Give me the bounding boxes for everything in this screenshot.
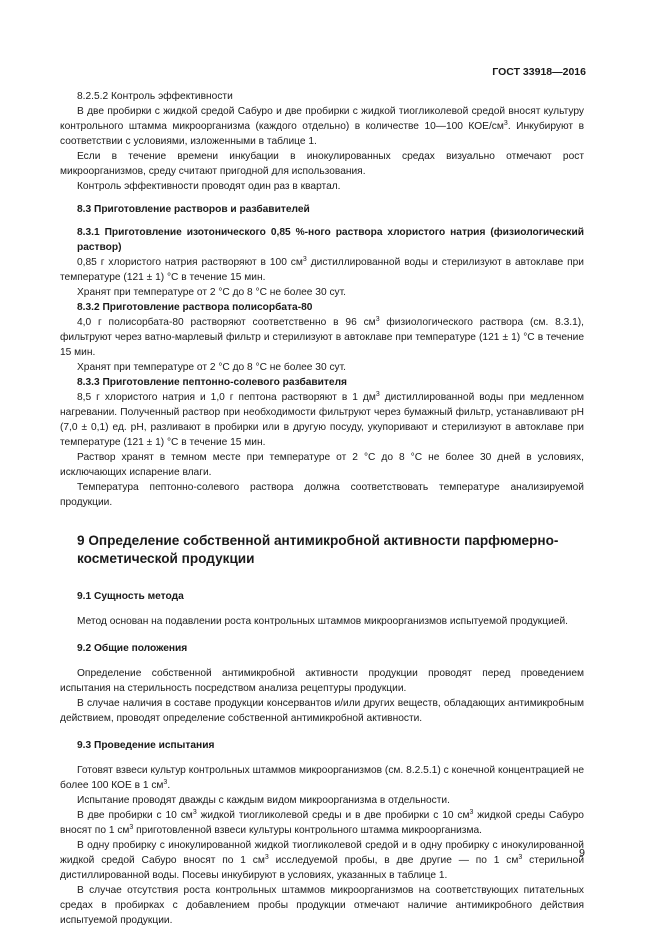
section-heading-9-3: 9.3 Проведение испытания	[77, 740, 215, 751]
paragraph: В две пробирки с жидкой средой Сабуро и две пробирки с жидкой тиогликолевой средой вносят культуру контрольного штамма микроорганизма (каждого отдельно) в количестве 10—100 КОЕ/$см^3$. Инкубируют в соответствии с условиями, изложенными в таблице 1.	[60, 106, 584, 147]
page-number: 9	[579, 847, 585, 859]
section-heading-8-3-3: 8.3.3 Приготовление пептонно-солевого разбавителя	[77, 377, 347, 388]
paragraph: 0,85 г хлористого натрия растворяют в 100 $см^3$ дистиллированной воды и стерилизуют в автоклаве при температуре (121 ± 1) °С в течение 15 мин.	[60, 256, 584, 283]
paragraph: 8,5 г хлористого натрия и 1,0 г пептона растворяют в 1 $дм^3$ дистиллированной воды при медленном нагревании. Полученный раствор при необходимости фильтруют через бумажный фильтр, устанавливают pH (7,0 ± 0,1) ед. pH, разливают в пробирки или в другую посуду, укупоривают и стерилизуют в автоклаве при температуре (121 ± 1) °С в течение 15 мин.	[60, 391, 584, 448]
paragraph: В случае наличия в составе продукции консервантов и/или других веществ, обладающих антимикробным действием, проводят определение собственной антимикробной активности.	[60, 698, 584, 724]
paragraph: В одну пробирку с инокулированной жидкой тиогликолевой средой и в одну пробирку с инокулированной жидкой средой Сабуро вносят по 1 $см^3$ исследуемой пробы, в две другие — по 1 $см^3$ стерильной дистиллированной воды. Посевы инкубируют в условиях, указанных в таблице 1.	[60, 840, 585, 881]
paragraph: Если в течение времени инкубации в инокулированных средах визуально отмечают рост микроорганизмов, среду считают пригодной для использования.	[60, 151, 584, 177]
section-heading-8-3-1: 8.3.1 Приготовление изотонического 0,85 %-ного раствора хлористого натрия (физиологический раствор)	[77, 227, 584, 253]
paragraph: Хранят при температуре от 2 °С до 8 °С не более 30 сут.	[77, 287, 347, 298]
paragraph: Раствор хранят в темном месте при температуре от 2 °С до 8 °С не более 30 дней в условиях, исключающих испарение влаги.	[60, 452, 584, 478]
paragraph: Контроль эффективности проводят один раз в квартал.	[77, 181, 341, 192]
standard-number: ГОСТ 33918—2016	[492, 66, 586, 78]
paragraph: Испытание проводят дважды с каждым видом микроорганизма в отдельности.	[77, 795, 450, 806]
section-heading-9-2: 9.2 Общие положения	[77, 643, 188, 654]
paragraph: В случае отсутствия роста контрольных штаммов микроорганизмов на соответствующих питательных средах в пробирках с добавлением пробы продукции отмечают наличие антимикробного действия испытуемой продукции.	[60, 885, 584, 926]
section-heading-8-3: 8.3 Приготовление растворов и разбавителей	[77, 204, 310, 215]
paragraph: Определение собственной антимикробной активности продукции проводят перед проведением испытания на стерильность посредством анализа рецептуры продукции.	[60, 668, 584, 694]
paragraph: Метод основан на подавлении роста контрольных штаммов микроорганизмов испытуемой продукцией.	[77, 616, 568, 627]
subsection-heading-8-2-5-2: 8.2.5.2 Контроль эффективности	[77, 91, 233, 102]
section-heading-9-1: 9.1 Сущность метода	[77, 591, 184, 602]
section-heading-8-3-2: 8.3.2 Приготовление раствора полисорбата-80	[77, 302, 313, 313]
paragraph: Температура пептонно-солевого раствора должна соответствовать температуре анализируемой продукции.	[60, 482, 584, 508]
document-body	[60, 89, 584, 928]
paragraph: 4,0 г полисорбата-80 растворяют соответственно в 96 $см^3$ физиологического раствора (см. 8.3.1), фильтруют через ватно-марлевый фильтр и стерилизуют в автоклаве при температуре (121 ± 1) °С в течение 15 мин.	[60, 316, 584, 358]
section-heading-9: 9 Определение собственной антимикробной активности парфюмерно-косметической продукции	[77, 533, 559, 566]
paragraph: В две пробирки с 10 $см^3$ жидкой тиогликолевой среды и в две пробирки с 10 $см^3$ жидкой среды Сабуро вносят по 1 $см^3$ приготовленной взвеси культуры контрольного штамма микроорганизма.	[60, 809, 584, 836]
paragraph: Готовят взвеси культур контрольных штаммов микроорганизмов (см. 8.2.5.1) с конечной концентрацией не более 100 КОЕ в 1 $см^3$.	[60, 765, 584, 791]
paragraph: Хранят при температуре от 2 °С до 8 °С не более 30 сут.	[77, 362, 347, 373]
